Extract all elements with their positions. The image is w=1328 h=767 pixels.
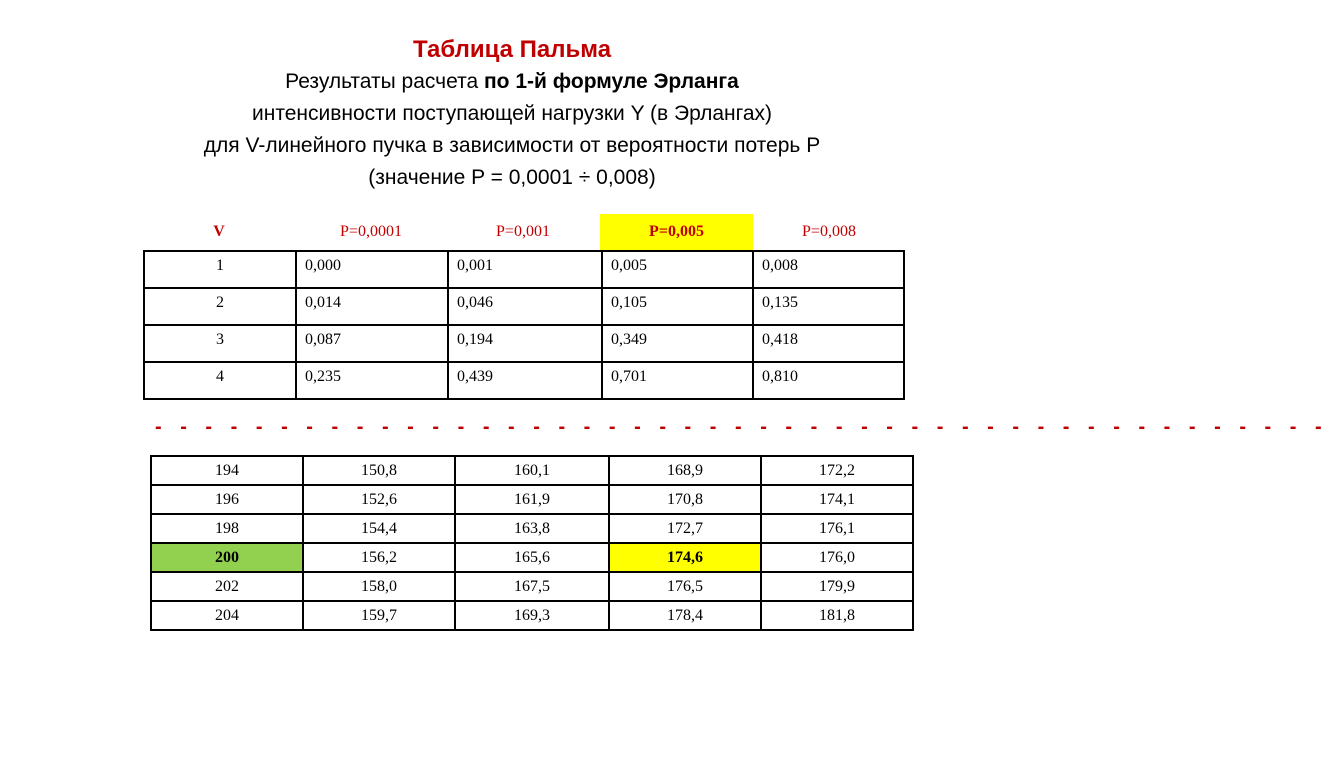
cell-value: 156,2 bbox=[303, 543, 455, 572]
subtitle-line-4: (значение P = 0,0001 ÷ 0,008) bbox=[368, 166, 656, 189]
column-header-p-001: P=0,001 bbox=[496, 223, 550, 240]
cell-value: 152,6 bbox=[303, 485, 455, 514]
table-row bbox=[151, 514, 913, 543]
cell-value: 0,194 bbox=[448, 325, 602, 362]
table-row bbox=[151, 456, 913, 485]
table-row bbox=[144, 362, 904, 399]
cell-v: 202 bbox=[151, 572, 303, 601]
cell-value: 179,9 bbox=[761, 572, 913, 601]
column-header-p-008: P=0,008 bbox=[802, 223, 856, 240]
cell-value: 159,7 bbox=[303, 601, 455, 630]
cell-value: 150,8 bbox=[303, 456, 455, 485]
cell-v: 204 bbox=[151, 601, 303, 630]
cell-value: 167,5 bbox=[455, 572, 609, 601]
cell-value: 178,4 bbox=[609, 601, 761, 630]
cell-v: 3 bbox=[144, 325, 296, 362]
cell-value: 176,1 bbox=[761, 514, 913, 543]
column-header-v: V bbox=[213, 223, 225, 240]
subtitle-line-1-bold: по 1-й формуле Эрланга bbox=[484, 70, 739, 93]
table-row bbox=[151, 543, 913, 572]
cell-value: 0,349 bbox=[602, 325, 753, 362]
cell-value: 174,6 bbox=[609, 543, 761, 572]
table-gap-separator: - - - - - - - - - - - - - - - - - - - - - - - - - - - - - - - - - - - - - - - - - - - - - - - bbox=[155, 416, 1328, 438]
erlang-table-bottom bbox=[150, 455, 914, 631]
table-row bbox=[144, 251, 904, 288]
cell-v: 4 bbox=[144, 362, 296, 399]
cell-value: 172,2 bbox=[761, 456, 913, 485]
table-row bbox=[144, 288, 904, 325]
subtitle-line-2: интенсивности поступающей нагрузки Y (в Эрлангах) bbox=[252, 102, 772, 125]
cell-value: 0,014 bbox=[296, 288, 448, 325]
cell-value: 172,7 bbox=[609, 514, 761, 543]
cell-value: 158,0 bbox=[303, 572, 455, 601]
cell-value: 0,418 bbox=[753, 325, 904, 362]
cell-v: 194 bbox=[151, 456, 303, 485]
table-row bbox=[144, 325, 904, 362]
subtitle-line-1 bbox=[0, 66, 1024, 98]
table-row bbox=[151, 601, 913, 630]
cell-value: 0,235 bbox=[296, 362, 448, 399]
cell-value: 161,9 bbox=[455, 485, 609, 514]
table-row bbox=[151, 485, 913, 514]
subtitle-line-3: для V-линейного пучка в зависимости от вероятности потерь P bbox=[203, 134, 821, 157]
cell-value: 181,8 bbox=[761, 601, 913, 630]
cell-value: 0,810 bbox=[753, 362, 904, 399]
cell-value: 0,701 bbox=[602, 362, 753, 399]
slide-title: Таблица Пальма bbox=[412, 36, 612, 63]
cell-value: 176,0 bbox=[761, 543, 913, 572]
cell-value: 0,001 bbox=[448, 251, 602, 288]
cell-v: 198 bbox=[151, 514, 303, 543]
column-header-p-0001: P=0,0001 bbox=[340, 223, 402, 240]
cell-value: 0,005 bbox=[602, 251, 753, 288]
cell-value: 163,8 bbox=[455, 514, 609, 543]
erlang-table-top bbox=[143, 250, 905, 400]
cell-value: 0,000 bbox=[296, 251, 448, 288]
cell-v: 2 bbox=[144, 288, 296, 325]
table-row bbox=[151, 572, 913, 601]
cell-value: 0,008 bbox=[753, 251, 904, 288]
cell-value: 174,1 bbox=[761, 485, 913, 514]
cell-value: 0,105 bbox=[602, 288, 753, 325]
column-header-p-005: P=0,005 bbox=[600, 214, 753, 250]
cell-value: 176,5 bbox=[609, 572, 761, 601]
cell-value: 170,8 bbox=[609, 485, 761, 514]
cell-value: 0,087 bbox=[296, 325, 448, 362]
cell-value: 169,3 bbox=[455, 601, 609, 630]
cell-value: 168,9 bbox=[609, 456, 761, 485]
slide-heading bbox=[0, 34, 1024, 194]
cell-value: 154,4 bbox=[303, 514, 455, 543]
cell-value: 165,6 bbox=[455, 543, 609, 572]
cell-value: 0,135 bbox=[753, 288, 904, 325]
subtitle-line-1-text: Результаты расчета bbox=[285, 70, 484, 93]
cell-value: 160,1 bbox=[455, 456, 609, 485]
cell-v: 1 bbox=[144, 251, 296, 288]
cell-v: 200 bbox=[151, 543, 303, 572]
cell-v: 196 bbox=[151, 485, 303, 514]
cell-value: 0,046 bbox=[448, 288, 602, 325]
cell-value: 0,439 bbox=[448, 362, 602, 399]
